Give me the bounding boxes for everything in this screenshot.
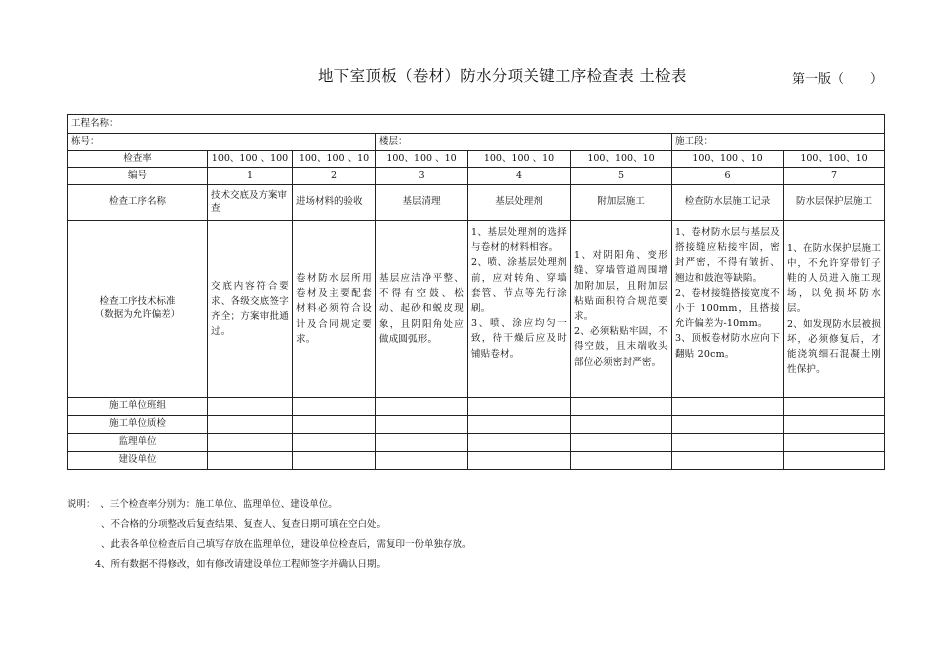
- sign-cell[interactable]: [672, 452, 784, 470]
- sign-row-label: 监理单位: [68, 434, 208, 452]
- standard-row: [68, 221, 885, 398]
- procedure-cell: 基层清理: [376, 185, 468, 221]
- floor-label: 楼层：: [379, 135, 408, 147]
- sign-cell[interactable]: [468, 434, 571, 452]
- sign-cell[interactable]: [571, 434, 672, 452]
- sign-cell[interactable]: [571, 452, 672, 470]
- sign-cell[interactable]: [376, 434, 468, 452]
- sign-cell[interactable]: [293, 434, 376, 452]
- standard-text: 2、如发现防水层被损坏，必须修复后，才能浇筑细石混凝土刚性保护。: [787, 318, 882, 376]
- sign-cell[interactable]: [208, 416, 293, 434]
- procedure-cell: 基层处理剂: [468, 185, 571, 221]
- sign-cell[interactable]: [571, 416, 672, 434]
- standard-label-line2: （数据为允许偏差）: [94, 309, 181, 320]
- rate-cell: 100、100 、10: [672, 151, 784, 168]
- version-label: 第一版（ ）: [792, 72, 884, 87]
- rate-cell: 100、100 、100: [208, 151, 293, 168]
- note-line: 、不合格的分项整改后复查结果、复查人、复查日期可填在空白处。: [101, 519, 387, 530]
- sign-row-owner: [68, 452, 885, 470]
- form-title: 地下室顶板（卷材）防水分项关键工序检查表 土检表: [318, 67, 687, 85]
- sign-cell[interactable]: [208, 398, 293, 416]
- standard-text: 1、在防水保护层施工中，不允许穿带钉子鞋的人员进入施工现场，以免损坏防水层。: [787, 242, 882, 315]
- rate-label: 检查率: [68, 151, 208, 168]
- sign-row-label: 建设单位: [68, 452, 208, 470]
- number-cell: 2: [293, 168, 376, 185]
- standard-label-line1: 检查工序技术标准: [99, 296, 176, 308]
- standard-text: 1、基层处理剂的选择与卷材的材料相容。: [471, 227, 567, 254]
- procedure-cell: 检查防水层施工记录: [672, 185, 784, 221]
- notes-section: [67, 495, 867, 575]
- sign-cell[interactable]: [672, 434, 784, 452]
- building-cell[interactable]: [68, 134, 376, 151]
- standard-text: 3、喷、涂应均匀一致，待干燥后应及时铺贴卷材。: [471, 318, 567, 360]
- rate-cell: 100、100、10: [784, 151, 885, 168]
- procedure-row: [68, 185, 885, 221]
- standard-cell: [571, 221, 672, 398]
- location-row: [68, 134, 885, 151]
- project-name-label: 工程名称：: [71, 117, 119, 129]
- sign-cell[interactable]: [571, 398, 672, 416]
- sign-cell[interactable]: [784, 452, 885, 470]
- note-line: 、此表各单位检查后自己填写存放在监理单位，建设单位检查后，需复印一份单独存放。: [101, 539, 472, 550]
- standard-text: 1、卷材防水层与基层及搭接缝应粘接牢固，密封严密，不得有皱折、翘边和鼓泡等缺陷。: [675, 227, 780, 284]
- rate-cell: 100、100、10: [571, 151, 672, 168]
- standard-text: 基层应洁净平整、不得有空鼓、松动、起砂和蜕皮现象，且阴阳角处应做成圆弧形。: [379, 273, 464, 345]
- sign-cell[interactable]: [468, 398, 571, 416]
- sign-row-label: 施工单位班组: [68, 398, 208, 416]
- sign-cell[interactable]: [672, 398, 784, 416]
- rate-cell: 100、100 、10: [468, 151, 571, 168]
- sign-cell[interactable]: [376, 398, 468, 416]
- standard-text: 3、顶板卷材防水应向下翻贴 20cm。: [675, 333, 780, 360]
- procedure-cell: 附加层施工: [571, 185, 672, 221]
- sign-row-label: 施工单位质检: [68, 416, 208, 434]
- sign-row-team: [68, 398, 885, 416]
- standard-cell: [376, 221, 468, 398]
- standard-text: 2、必须粘贴牢固，不得空鼓，且末端收头部位必须密封严密。: [574, 326, 668, 368]
- sign-row-supervision: [68, 434, 885, 452]
- sign-cell[interactable]: [293, 452, 376, 470]
- number-cell: 6: [672, 168, 784, 185]
- number-cell: 1: [208, 168, 293, 185]
- floor-cell[interactable]: [376, 134, 672, 151]
- rate-cell: 100、100 、10: [293, 151, 376, 168]
- procedure-cell: 进场材料的验收: [293, 185, 376, 221]
- standard-cell: [468, 221, 571, 398]
- procedure-cell: 防水层保护层施工: [784, 185, 885, 221]
- section-cell[interactable]: [672, 134, 885, 151]
- sign-cell[interactable]: [293, 416, 376, 434]
- project-name-cell[interactable]: [68, 115, 885, 134]
- standard-text: 2、卷材接缝搭接宽度不小于 100mm，且搭接允许偏差为-10mm。: [675, 287, 780, 330]
- standard-cell: [208, 221, 293, 398]
- standard-cell: [672, 221, 784, 398]
- project-name-row: [68, 115, 885, 134]
- note-line: 说明： 、三个检查率分别为：施工单位、监理单位、建设单位。: [67, 499, 338, 510]
- standard-text: 交底内容符合要求、各级交底签字齐全；方案审批通过。: [211, 280, 289, 338]
- sign-cell[interactable]: [468, 416, 571, 434]
- number-row: [68, 168, 885, 185]
- number-label: 编号: [68, 168, 208, 185]
- procedure-cell: 技术交底及方案审查: [208, 185, 293, 221]
- section-label: 施工段：: [675, 135, 714, 147]
- standard-label: [68, 221, 208, 398]
- number-cell: 4: [468, 168, 571, 185]
- sign-cell[interactable]: [293, 398, 376, 416]
- sign-row-qc: [68, 416, 885, 434]
- rate-row: [68, 151, 885, 168]
- sign-cell[interactable]: [784, 434, 885, 452]
- sign-cell[interactable]: [208, 434, 293, 452]
- number-cell: 3: [376, 168, 468, 185]
- sign-cell[interactable]: [376, 452, 468, 470]
- standard-cell: [293, 221, 376, 398]
- procedure-label: 检查工序名称: [68, 185, 208, 221]
- sign-cell[interactable]: [672, 416, 784, 434]
- number-cell: 7: [784, 168, 885, 185]
- standard-text: 卷材防水层所用卷材及主要配套材料必须符合设计及合同规定要求。: [296, 273, 372, 345]
- sign-cell[interactable]: [376, 416, 468, 434]
- sign-cell[interactable]: [784, 398, 885, 416]
- sign-cell[interactable]: [784, 416, 885, 434]
- standard-text: 2、喷、涂基层处理剂前，应对转角、穿墙套管、节点等先行涂刷。: [471, 257, 567, 314]
- sign-cell[interactable]: [208, 452, 293, 470]
- standard-text: 1、对阴阳角、变形缝、穿墙管道周围增加附加层，且附加层粘贴面积符合规范要求。: [574, 250, 668, 322]
- rate-cell: 100、100 、10: [376, 151, 468, 168]
- building-label: 栋号：: [71, 135, 100, 147]
- standard-cell: [784, 221, 885, 398]
- sign-cell[interactable]: [468, 452, 571, 470]
- inspection-table: [67, 114, 885, 470]
- note-line: 4、所有数据不得修改，如有修改请建设单位工程师签字并确认日期。: [95, 559, 387, 570]
- number-cell: 5: [571, 168, 672, 185]
